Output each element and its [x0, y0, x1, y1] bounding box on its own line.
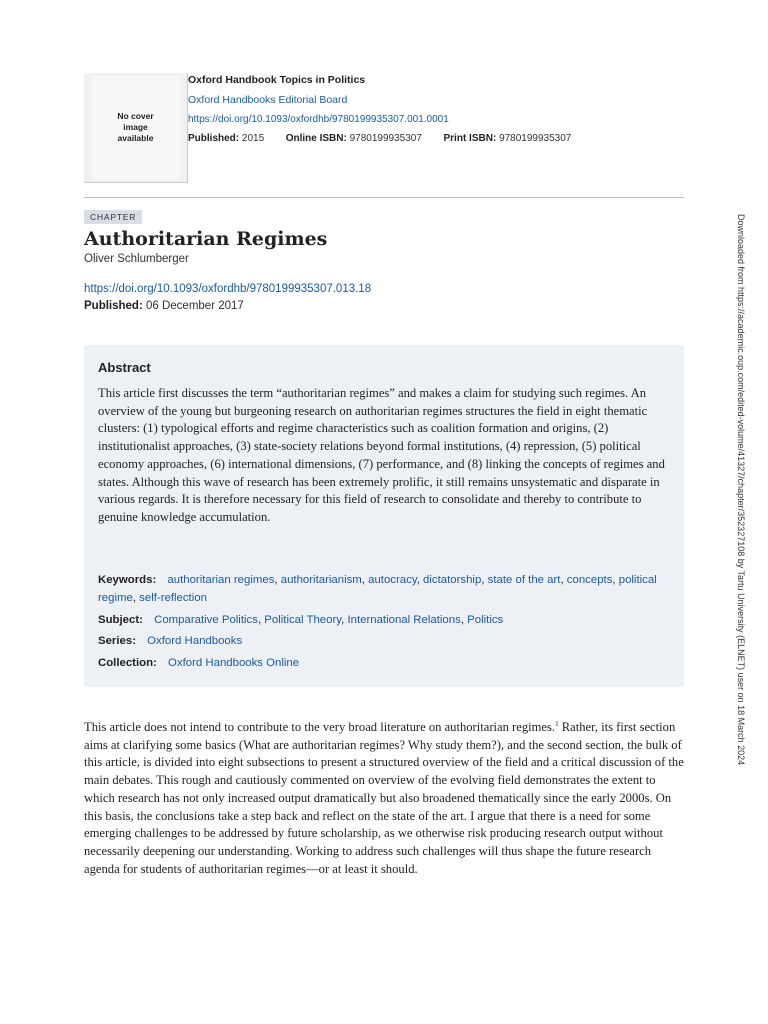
body-paragraph: [84, 719, 684, 878]
book-meta: [188, 73, 678, 146]
footnote-marker[interactable]: 1: [555, 719, 559, 728]
body-text-start: This article does not intend to contribute to the very broad literature on authoritarian regimes.: [84, 720, 556, 734]
abstract-text: This article first discusses the term “authoritarian regimes” and makes a claim for studying such regimes. An overview of the young but burgeoning research on authoritarian regimes structures the field in eight thematic clusters: (1) typological efforts and regime characteristics such as coalition formation and origins, (2) institutionalist approaches, (3) state-society relations beyond formal institutions, (4) repression, (5) political economy approaches, (6) international dimensions, (7) performance, and (8) linking the concepts of regimes and states. Although this wave of research has been extremely prolific, it still remains unsystematic and disparate in various regards. It is therefore necessary for this field of research to consolidate and thereby to contribute to genuine knowledge accumulation.: [98, 386, 665, 524]
book-publication-info: [188, 132, 678, 146]
book-published-value: 2015: [241, 133, 265, 144]
chapter-publication-date: [84, 299, 244, 314]
keywords-label: Keywords:: [98, 574, 157, 586]
keywords-row: Keywords: authoritarian regimes, authoritarianism, autocracy, dictatorship, state of the art, concepts, political regime, self-reflection: [98, 574, 657, 604]
body-text-rest: Rather, its first section aims at clarifying some basics (What are authoritarian regimes? Why study them?), and the second section, the bulk of this article, is divided into eight subsections to present a structured overview of the field and a critical discussion of the main debates. This rough and cautiously commented on overview of the evolving field demonstrates the extent to which research has not only increased output dramatically but also broadened thematically since the early 2000s. On this basis, the conclusions take a step back and reflect on the state of the art. I argue that there is a need for some emerging challenges to be addressed by future scholarship, as we otherwise risk producing research output without necessarily deepening our understanding. Working to address such challenges will thus shape the future research agenda for students of authoritarian regimes—or at least it should.: [84, 720, 684, 876]
book-published-label: Published:: [188, 133, 240, 144]
book-title[interactable]: Oxford Handbook Topics in Politics: [188, 74, 366, 86]
subject-link[interactable]: Comparative Politics: [154, 614, 258, 626]
keyword-link[interactable]: dictatorship: [423, 574, 482, 586]
chapter-published-label: Published:: [84, 300, 143, 312]
book-doi-link[interactable]: https://doi.org/10.1093/oxfordhb/9780199935307.001.0001: [188, 114, 449, 125]
keyword-link[interactable]: state of the art: [487, 574, 561, 586]
print-isbn-value: 9780199935307: [499, 133, 572, 144]
keyword-link[interactable]: authoritarian regimes: [167, 574, 275, 586]
chapter-badge: CHAPTER: [84, 210, 142, 224]
abstract-heading: Abstract: [98, 360, 151, 375]
collection-row: [98, 654, 668, 672]
subject-link[interactable]: Political Theory: [264, 614, 342, 626]
chapter-title: Authoritarian Regimes: [84, 228, 328, 250]
subject-link[interactable]: International Relations: [347, 614, 461, 626]
online-isbn-value: 9780199935307: [349, 133, 422, 144]
keyword-link[interactable]: self-reflection: [139, 592, 207, 604]
cover-inner: [92, 76, 180, 180]
chapter-published-value: 06 December 2017: [145, 300, 244, 312]
print-isbn-label: Print ISBN:: [443, 133, 497, 144]
subject-label: Subject:: [98, 614, 143, 626]
chapter-author: Oliver Schlumberger: [84, 253, 189, 265]
collection-link[interactable]: Oxford Handbooks Online: [168, 657, 300, 669]
series-row: [98, 632, 668, 650]
book-cover-placeholder: [84, 73, 188, 183]
collection-label: Collection:: [98, 657, 157, 669]
subject-row: Subject: Comparative Politics, Political Theory, International Relations, Politics: [98, 614, 504, 626]
chapter-doi-link[interactable]: https://doi.org/10.1093/oxfordhb/9780199935307.013.18: [84, 283, 372, 295]
header-divider: [84, 197, 684, 198]
book-editor-link[interactable]: Oxford Handbooks Editorial Board: [188, 94, 348, 106]
online-isbn-label: Online ISBN:: [285, 133, 347, 144]
abstract-section: [84, 345, 684, 687]
keyword-link[interactable]: concepts: [566, 574, 613, 586]
keyword-link[interactable]: autocracy: [368, 574, 417, 586]
keyword-link[interactable]: political regime: [98, 574, 657, 604]
subject-link[interactable]: Politics: [467, 614, 504, 626]
series-label: Series:: [98, 635, 136, 647]
book-header: [84, 73, 684, 183]
download-watermark: Downloaded from https://academic.oup.com/edited-volume/41327/chapter/352327108 by Tartu University (ELNET) user on 18 March 2024: [736, 214, 746, 766]
cover-placeholder-text: No cover image available: [117, 111, 154, 143]
keyword-link[interactable]: authoritarianism: [280, 574, 362, 586]
series-link[interactable]: Oxford Handbooks: [147, 635, 243, 647]
